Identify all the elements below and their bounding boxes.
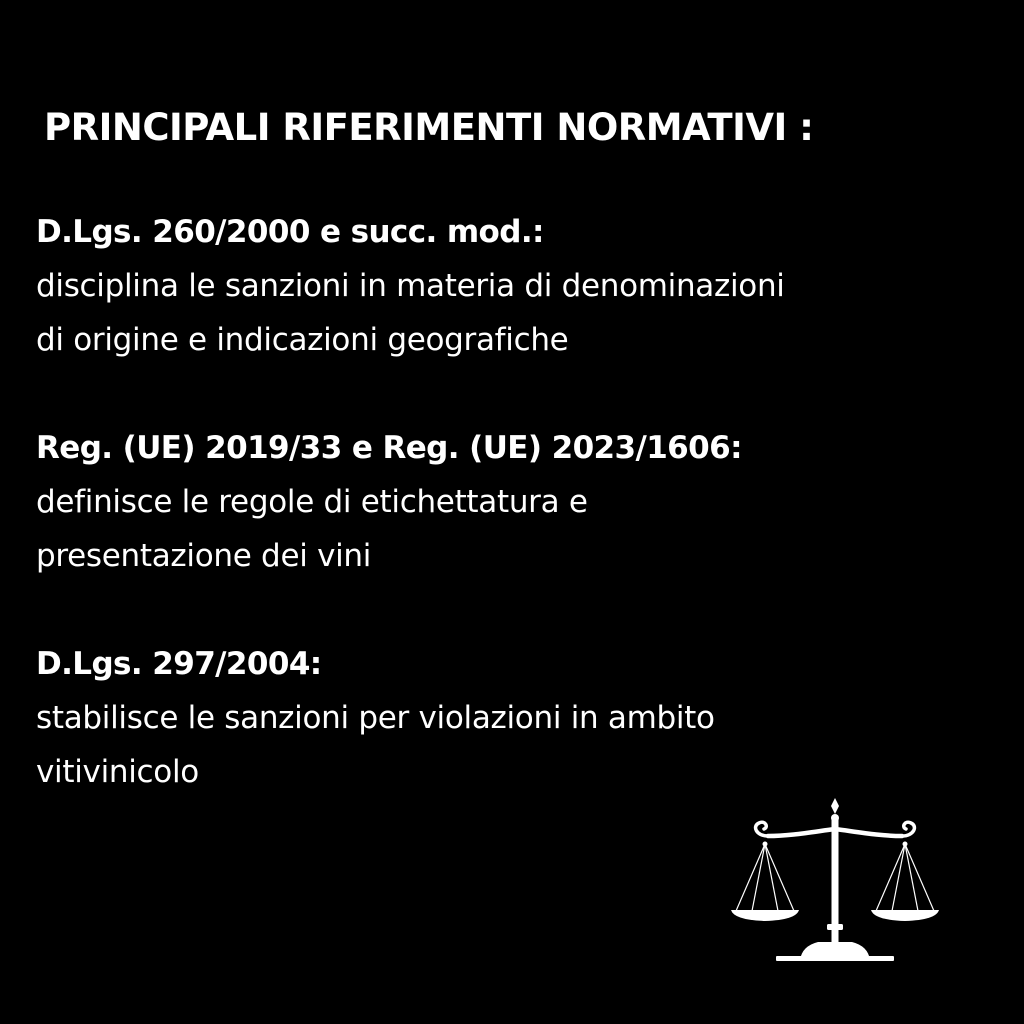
- reference-heading: Reg. (UE) 2019/33 e Reg. (UE) 2023/1606:: [36, 430, 742, 466]
- reference-heading: D.Lgs. 260/2000 e succ. mod.:: [36, 214, 544, 250]
- page-title: PRINCIPALI RIFERIMENTI NORMATIVI :: [44, 106, 814, 149]
- reference-description: [36, 259, 996, 367]
- reference-block-dlgs-297-2004: [36, 637, 996, 799]
- reference-description: [36, 475, 996, 583]
- reference-description: [36, 691, 996, 799]
- reference-heading: D.Lgs. 297/2004:: [36, 646, 322, 682]
- reference-description-line: disciplina le sanzioni in materia di denominazioni: [36, 268, 785, 304]
- reference-block-reg-ue-2019-33: [36, 421, 996, 583]
- scales-of-justice-icon: [728, 796, 942, 962]
- reference-description-line: definisce le regole di etichettatura e: [36, 484, 588, 520]
- reference-description-line: vitivinicolo: [36, 754, 199, 790]
- reference-description-line: di origine e indicazioni geografiche: [36, 322, 569, 358]
- reference-description-line: stabilisce le sanzioni per violazioni in ambito: [36, 700, 715, 736]
- reference-description-line: presentazione dei vini: [36, 538, 372, 574]
- reference-block-dlgs-260-2000: [36, 205, 996, 367]
